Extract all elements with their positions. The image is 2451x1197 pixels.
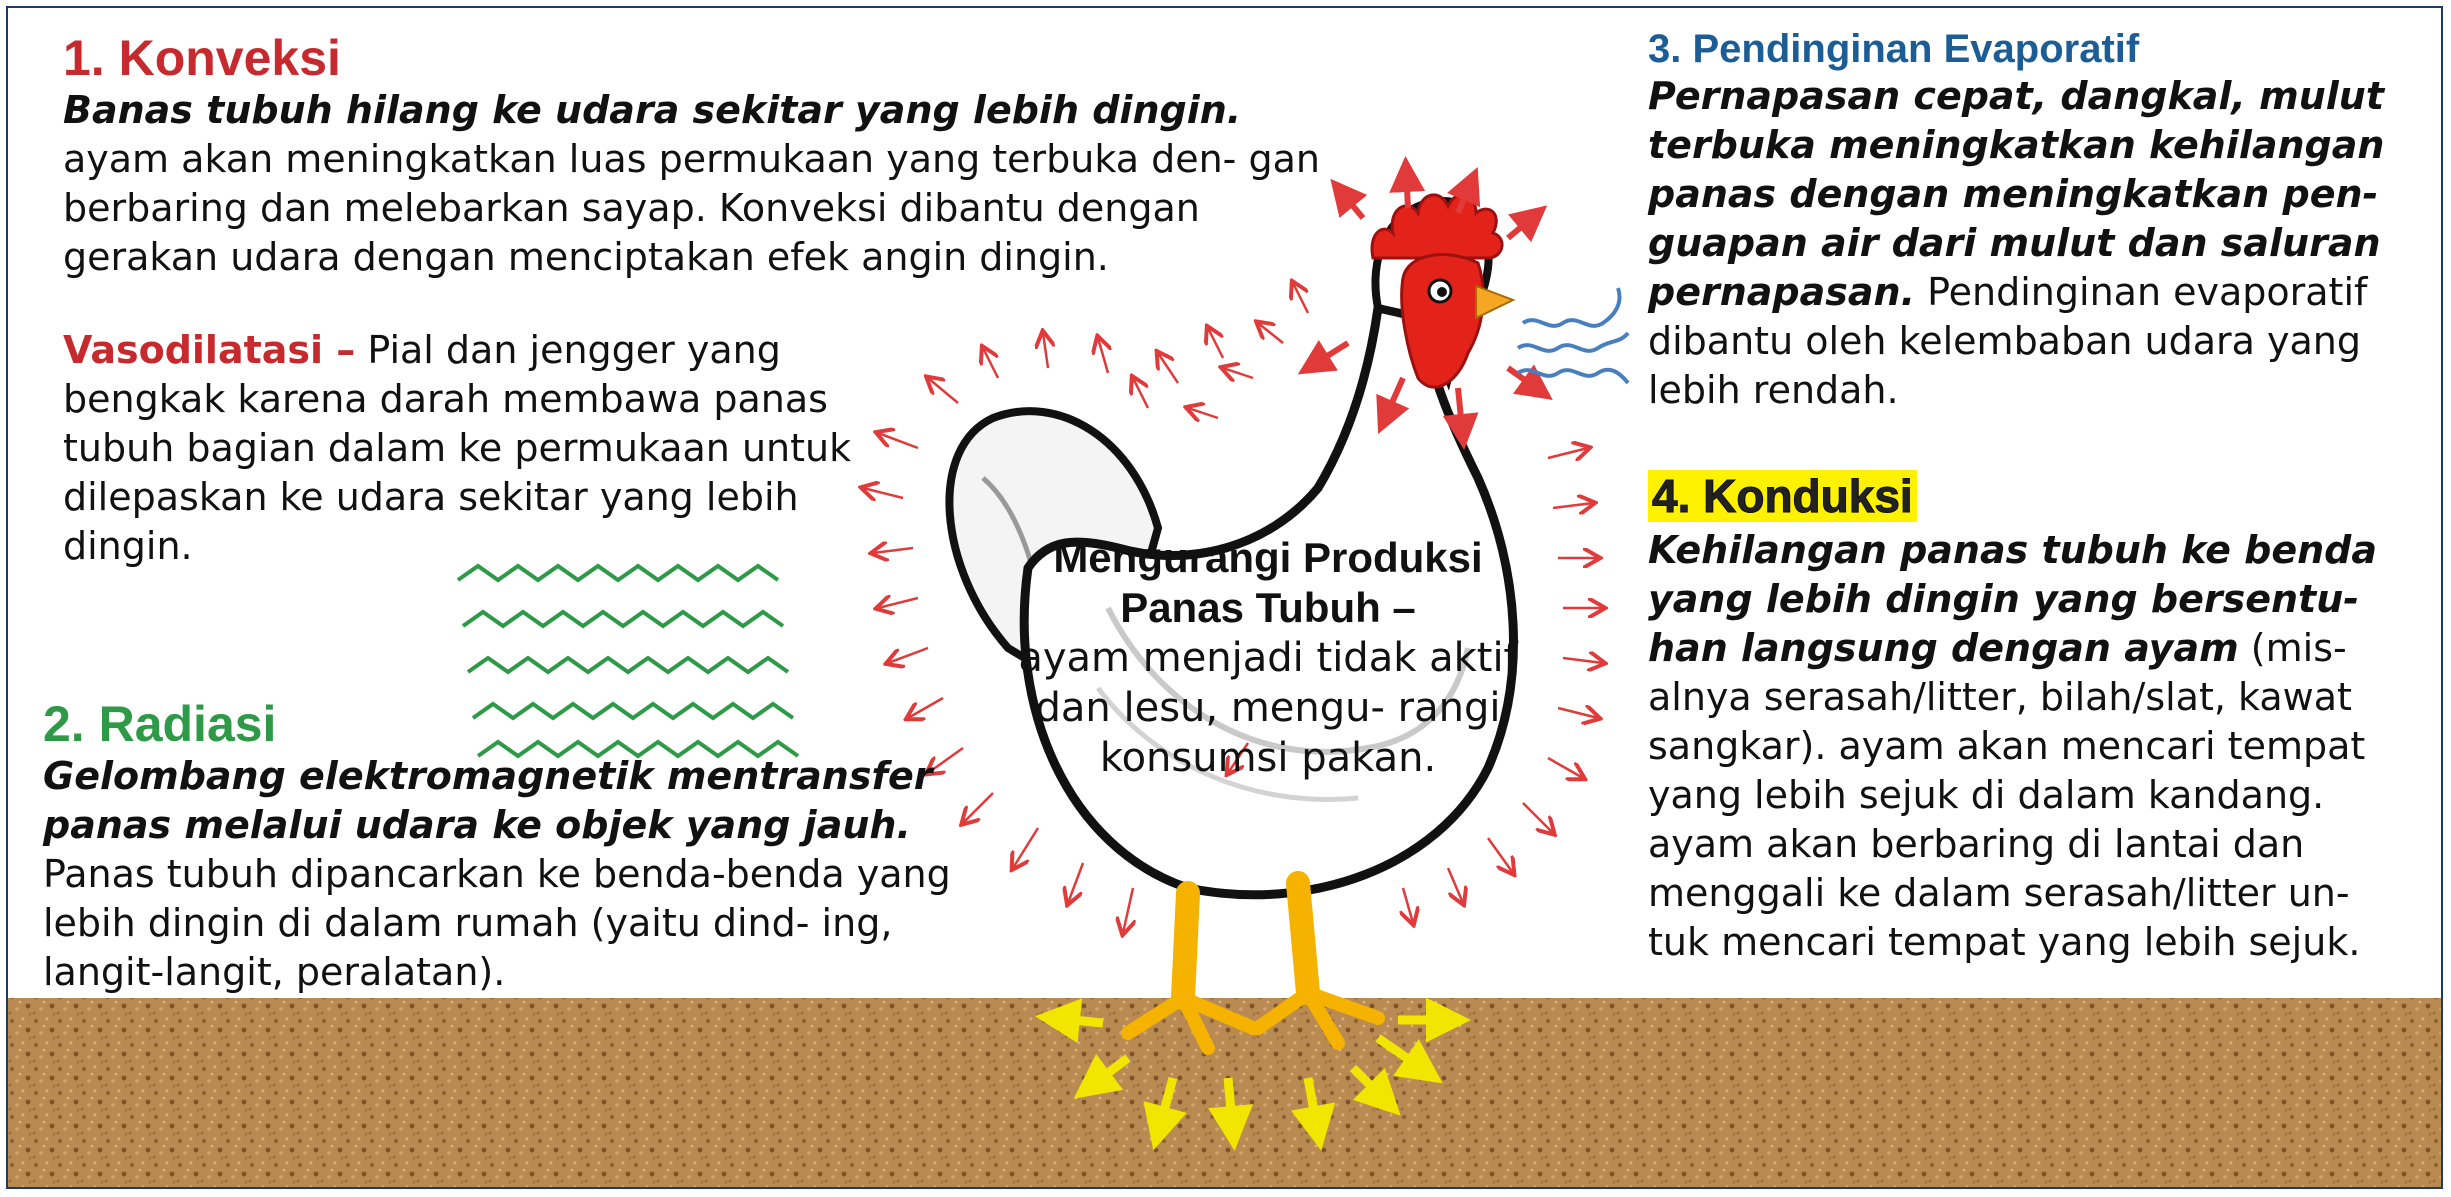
konduksi-title: 4. Konduksi bbox=[1648, 470, 1917, 522]
konduksi-text bbox=[1648, 526, 2408, 967]
diagram-frame bbox=[6, 6, 2443, 1189]
konveksi-lead: Banas tubuh hilang ke udara sekitar yang lebih dingin. bbox=[63, 88, 1242, 132]
vasodilatasi-section bbox=[63, 326, 883, 571]
radiasi-lead: Gelombang elektromagnetik mentransfer panas melalui udara ke objek yang jauh. bbox=[43, 754, 933, 847]
konveksi-text bbox=[63, 86, 1323, 282]
center-heat-production-text bbox=[998, 533, 1538, 783]
evaporatif-text bbox=[1648, 72, 2408, 415]
vasodilatasi-body: Pial dan jengger yang bengkak karena darah membawa panas tubuh bagian dalam ke permukaan untuk dilepaskan ke udara sekitar yang lebih dingin. bbox=[63, 328, 852, 568]
center-title: Mengurangi Produksi Panas Tubuh – bbox=[1053, 534, 1483, 631]
konveksi-section bbox=[63, 30, 1323, 282]
evaporatif-body: Pendinginan evaporatif dibantu oleh kelembaban udara yang lebih rendah. bbox=[1648, 270, 2368, 412]
radiasi-body: Panas tubuh dipancarkan ke benda-benda yang lebih dingin di dalam rumah (yaitu dind- ing, langit-langit, peralatan). bbox=[43, 852, 951, 994]
konduksi-body: (mis- alnya serasah/litter, bilah/slat, kawat sangkar). ayam akan mencari tempat yang lebih sejuk di dalam kandang. ayam akan berbaring di lantai dan menggali ke dalam serasah/litter un- tuk mencari tempat yang lebih sejuk. bbox=[1648, 626, 2366, 964]
evaporatif-title: 3. Pendinginan Evaporatif bbox=[1648, 27, 2140, 71]
konduksi-lead: Kehilangan panas tubuh ke benda yang lebih dingin yang bersentu- han langsung dengan ayam bbox=[1648, 528, 2377, 670]
konveksi-title: 1. Konveksi bbox=[63, 30, 341, 86]
center-body: ayam menjadi tidak aktif dan lesu, mengu- rangi konsumsi pakan. bbox=[1018, 635, 1518, 781]
radiasi-title: 2. Radiasi bbox=[43, 696, 277, 752]
vasodilatasi-label: Vasodilatasi – bbox=[63, 328, 356, 372]
evaporatif-lead: Pernapasan cepat, dangkal, mulut terbuka meningkatkan kehilangan panas dengan meningkatkan pen- guapan air dari mulut dan saluran pernapasan. bbox=[1648, 74, 2385, 314]
radiasi-section bbox=[43, 696, 963, 997]
konveksi-body: ayam akan meningkatkan luas permukaan yang terbuka den- gan berbaring dan melebarkan sayap. Konveksi dibantu dengan gerakan udara dengan menciptakan efek angin dingin. bbox=[63, 137, 1320, 279]
evaporatif-section bbox=[1648, 26, 2408, 415]
radiasi-text bbox=[43, 752, 963, 997]
evaporation-waves bbox=[1518, 288, 1628, 383]
konduksi-section bbox=[1648, 470, 2408, 967]
